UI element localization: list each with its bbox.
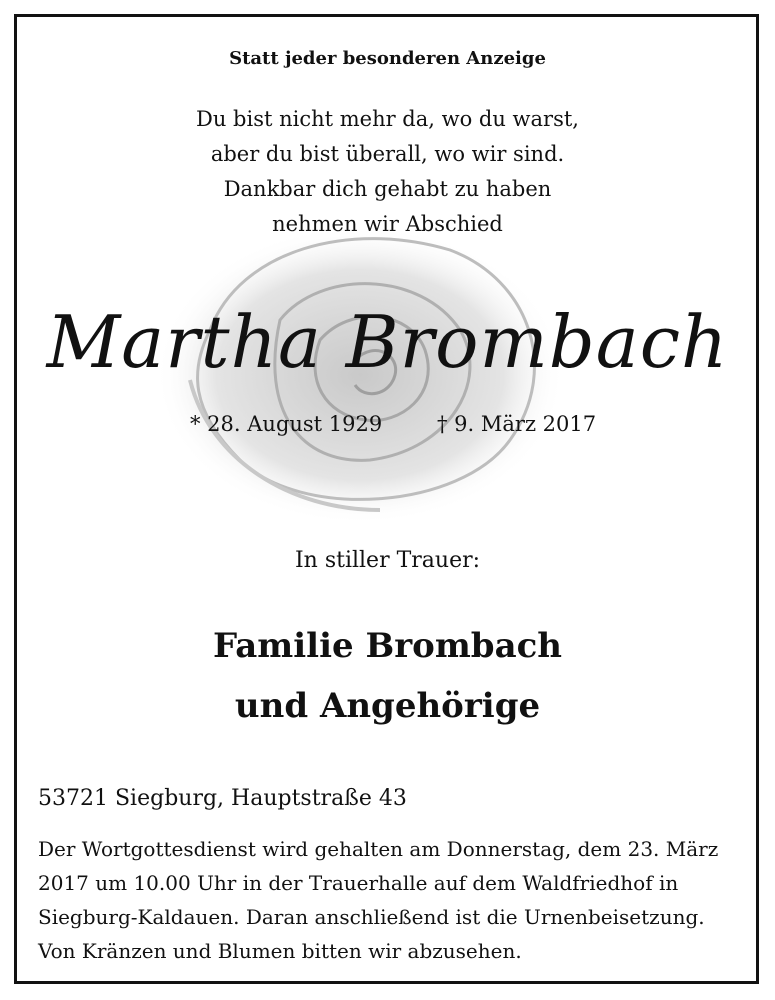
service-notice — [38, 832, 753, 968]
poem-line: nehmen wir Abschied — [272, 212, 503, 236]
family-line: und Angehörige — [234, 686, 541, 726]
poem-line: Du bist nicht mehr da, wo du warst, — [196, 107, 579, 131]
poem-line: Dankbar dich gehabt zu haben — [223, 177, 552, 201]
header-text: Statt jeder besonderen Anzeige — [229, 48, 546, 69]
notice-line: Von Kränzen und Blumen bitten wir abzusehen. — [38, 939, 522, 963]
family-line: Familie Brombach — [212, 626, 563, 666]
notice-line: Der Wortgottesdienst wird gehalten am Donnerstag, dem 23. März — [38, 837, 719, 861]
notice-line: 2017 um 10.00 Uhr in der Trauerhalle auf dem Waldfriedhof in — [38, 871, 679, 895]
family-block — [0, 616, 775, 736]
poem-line: aber du bist überall, wo wir sind. — [210, 142, 565, 166]
birth-date: * 28. August 1929 — [190, 412, 383, 436]
notice-line: Siegburg-Kaldauen. Daran anschließend ist die Urnenbeisetzung. — [38, 905, 705, 929]
mourning-line: In stiller Trauer: — [294, 548, 481, 573]
death-date: † 9. März 2017 — [437, 412, 597, 436]
address: 53721 Siegburg, Hauptstraße 43 — [38, 786, 407, 811]
deceased-name: Martha Brombach — [46, 300, 729, 384]
poem — [0, 102, 775, 242]
